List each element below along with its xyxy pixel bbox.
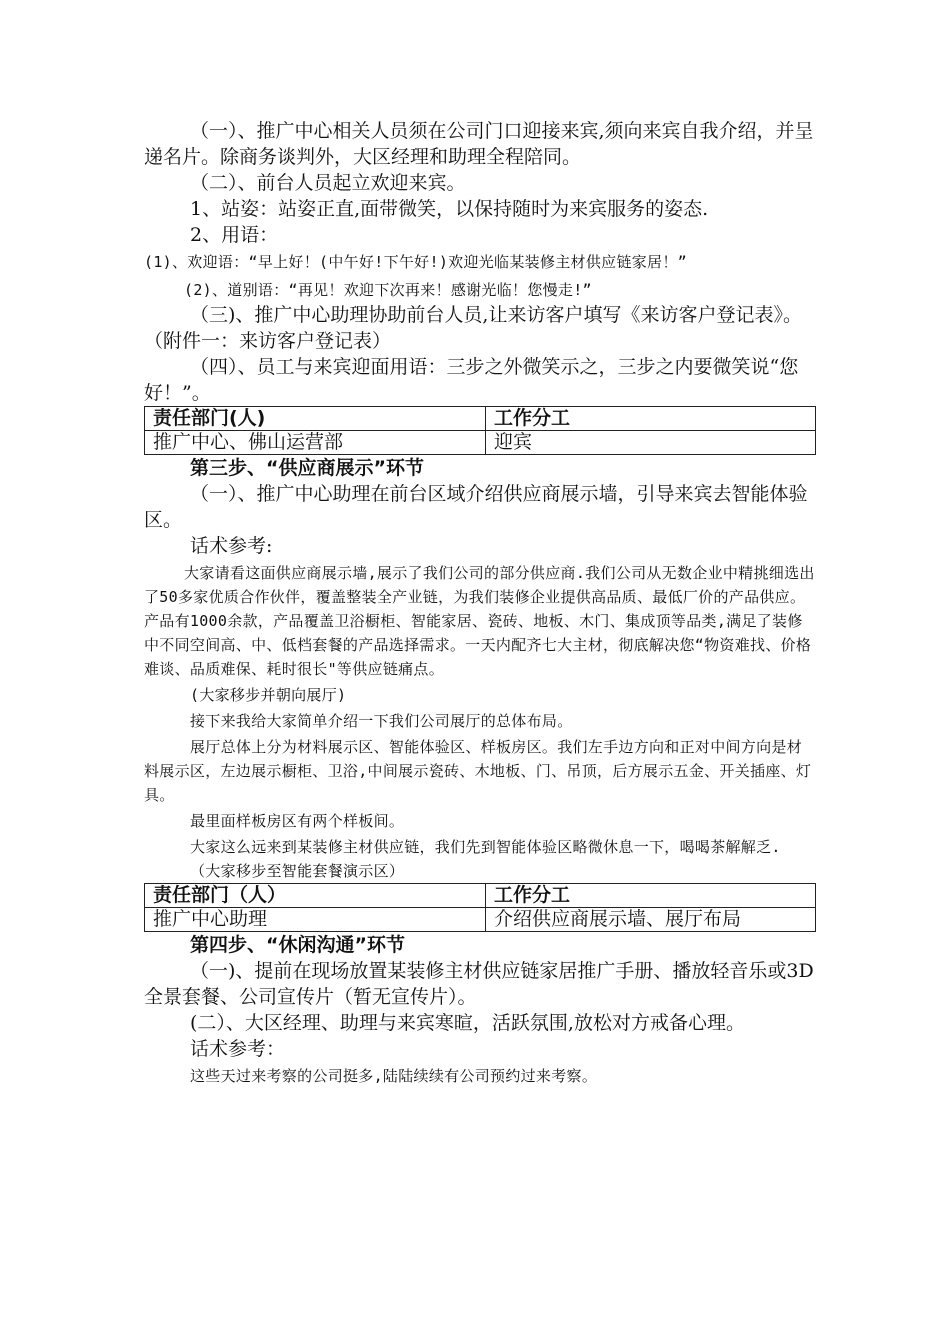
responsibility-table [144,406,816,455]
paragraph: 话术参考： [190,1038,286,1060]
paragraph: 展厅总体上分为材料展示区、智能体验区、样板房区。我们左手边方向和正对中间方向是材料展示区，左边展示橱柜、卫浴,中间展示瓷砖、木地板、门、吊顶，后方展示五金、开关插座、灯具。 [144,738,812,804]
table-cell: 推广中心、佛山运营部 [145,431,486,455]
section-heading: 第四步、“休闲沟通”环节 [190,934,405,956]
paragraph: 这些天过来考察的公司挺多,陆陆续续有公司预约过来考察。 [190,1067,598,1085]
paragraph: （一）、推广中心相关人员须在公司门口迎接来宾,须向来宾自我介绍，并呈递名片。除商务谈判外，大区经理和助理全程陪同。 [144,120,814,168]
paragraph: 大家请看这面供应商展示墙,展示了我们公司的部分供应商.我们公司从无数企业中精挑细选出了50多家优质合作伙伴，覆盖整装全产业链，为我们装修企业提供高品质、最低厂价的产品供应。产品有1000余款，产品覆盖卫浴橱柜、智能家居、瓷砖、地板、木门、集成顶等品类,满足了装修中不同空间高、中、低档套餐的产品选择需求。一天内配齐七大主材，彻底解决您“物资难找、价格难谈、品质难保、耗时很长"等供应链痛点。 [144,564,815,678]
paragraph: （四）、员工与来宾迎面用语：三步之外微笑示之，三步之内要微笑说“您好！”。 [144,356,799,404]
table-header-cell: 工作分工 [486,407,816,431]
table-cell: 推广中心助理 [145,908,486,932]
table-cell: 迎宾 [486,431,816,455]
table-cell: 介绍供应商展示墙、展厅布局 [486,908,816,932]
table-header-cell: 责任部门（人） [145,884,486,908]
table-row [145,431,816,455]
section-heading: 第三步、“供应商展示”环节 [190,457,424,479]
paragraph: 接下来我给大家简单介绍一下我们公司展厅的总体布局。 [190,712,573,730]
table-header-row [145,407,816,431]
table-header-cell: 责任部门(人) [145,407,486,431]
paragraph: （大家移步至智能套餐演示区） [190,862,405,880]
paragraph: 1、站姿：站姿正直,面带微笑，以保持随时为来宾服务的姿态. [190,198,709,220]
table-header-row [145,884,816,908]
paragraph: （一)、提前在现场放置某装修主材供应链家居推广手册、播放轻音乐或3D全景套餐、公司宣传片（暂无宣传片）。 [144,960,814,1008]
paragraph: 话术参考: [190,535,273,557]
paragraph: (二）、大区经理、助理与来宾寒暄，活跃氛围,放松对方戒备心理。 [190,1012,745,1034]
paragraph: （三)、推广中心助理协助前台人员,让来访客户填写《来访客户登记表》。（附件一：来访客户登记表） [144,304,802,352]
paragraph: (1)、欢迎语：“早上好！(中午好!下午好!)欢迎光临某装修主材供应链家居！” [144,253,687,271]
table-row [145,908,816,932]
paragraph: (2)、道别语：“再见！欢迎下次再来！感谢光临！您慢走!” [184,281,592,299]
responsibility-table [144,883,816,932]
paragraph: 2、用语： [190,224,279,246]
paragraph: 大家这么远来到某装修主材供应链，我们先到智能体验区略微休息一下，喝喝茶解解乏. [190,838,781,856]
document-body [144,118,816,1088]
paragraph: （一）、推广中心助理在前台区域介绍供应商展示墙，引导来宾去智能体验区。 [144,483,808,531]
paragraph: (大家移步并朝向展厅) [190,686,347,704]
paragraph: （二）、前台人员起立欢迎来宾。 [190,172,466,194]
paragraph: 最里面样板房区有两个样板间。 [190,812,405,830]
table-header-cell: 工作分工 [486,884,816,908]
